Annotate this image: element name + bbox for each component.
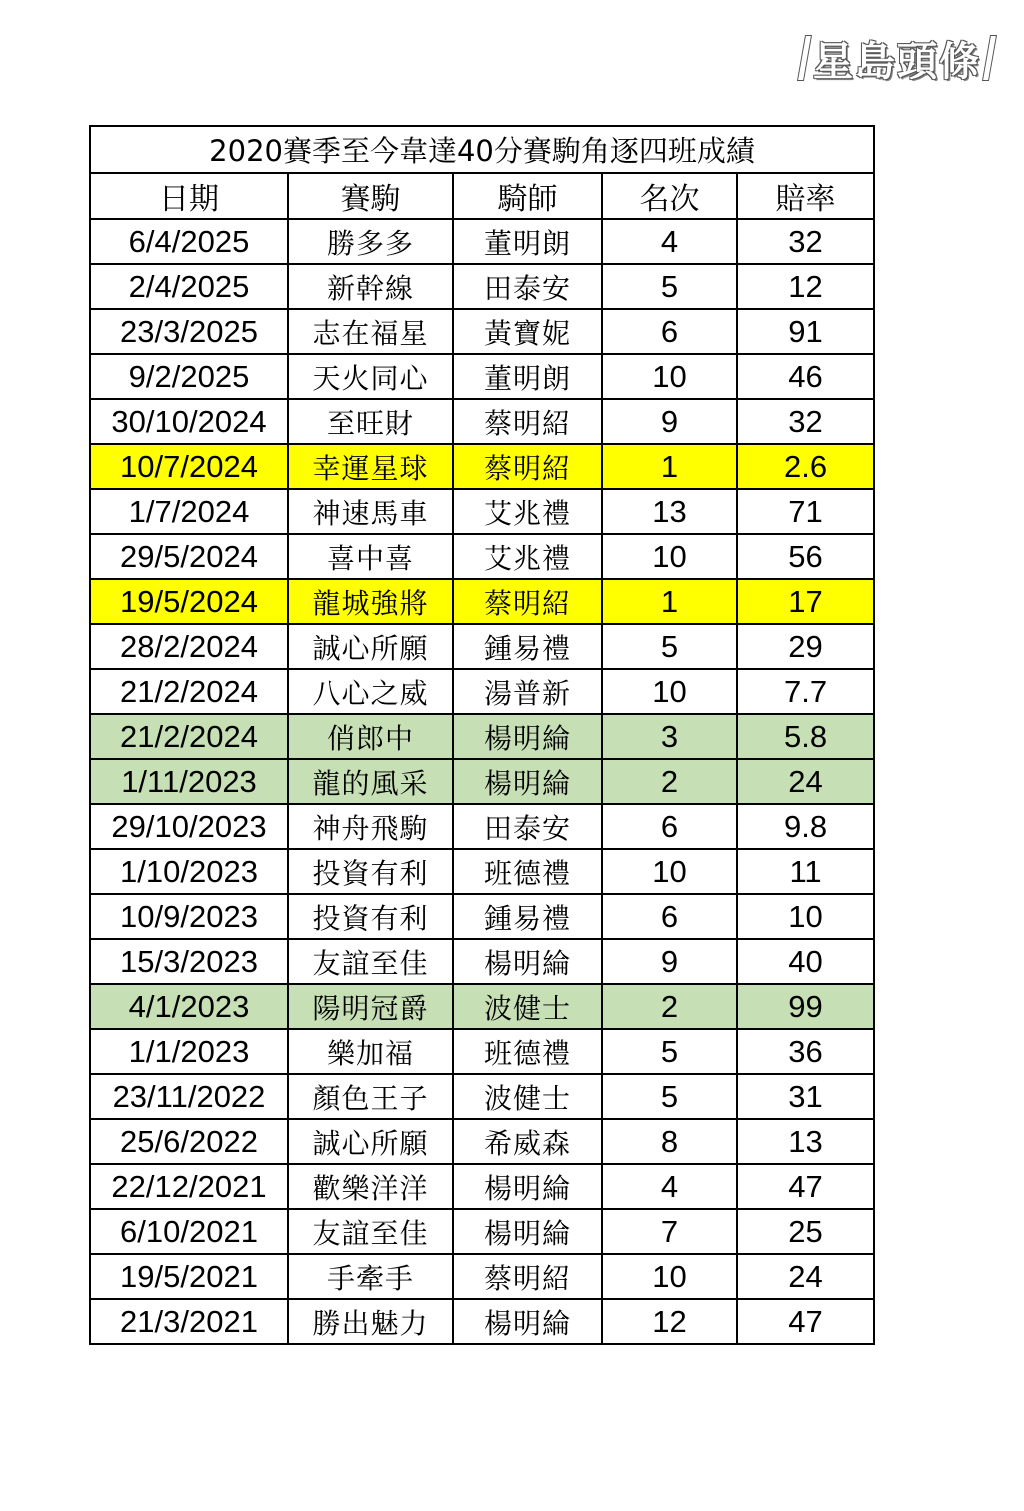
place-cell: 6	[602, 309, 737, 354]
table-row	[90, 399, 874, 444]
place-cell: 10	[602, 534, 737, 579]
table-row	[90, 579, 874, 624]
table-row	[90, 894, 874, 939]
table-title: 2020賽季至今韋達40分賽駒角逐四班成績	[90, 126, 874, 173]
place-cell: 4	[602, 219, 737, 264]
date-cell: 1/7/2024	[90, 489, 288, 534]
odds-cell: 7.7	[737, 669, 874, 714]
jockey-cell: 班德禮	[453, 1029, 602, 1074]
odds-cell: 47	[737, 1164, 874, 1209]
odds-cell: 99	[737, 984, 874, 1029]
table-row	[90, 669, 874, 714]
jockey-cell: 董明朗	[453, 354, 602, 399]
place-cell: 10	[602, 354, 737, 399]
date-cell: 6/4/2025	[90, 219, 288, 264]
odds-cell: 2.6	[737, 444, 874, 489]
odds-cell: 29	[737, 624, 874, 669]
table-row	[90, 1029, 874, 1074]
odds-cell: 32	[737, 219, 874, 264]
place-cell: 2	[602, 759, 737, 804]
jockey-cell: 楊明綸	[453, 1164, 602, 1209]
place-cell: 5	[602, 624, 737, 669]
date-cell: 23/3/2025	[90, 309, 288, 354]
table-row	[90, 1164, 874, 1209]
place-cell: 3	[602, 714, 737, 759]
horse-cell: 勝出魅力	[288, 1299, 453, 1344]
horse-cell: 顏色王子	[288, 1074, 453, 1119]
jockey-cell: 艾兆禮	[453, 534, 602, 579]
place-cell: 7	[602, 1209, 737, 1254]
horse-cell: 龍城強將	[288, 579, 453, 624]
horse-cell: 友誼至佳	[288, 939, 453, 984]
odds-cell: 46	[737, 354, 874, 399]
odds-cell: 13	[737, 1119, 874, 1164]
odds-cell: 10	[737, 894, 874, 939]
date-cell: 23/11/2022	[90, 1074, 288, 1119]
logo-bar-right	[983, 36, 996, 80]
jockey-cell: 鍾易禮	[453, 894, 602, 939]
jockey-cell: 蔡明紹	[453, 1254, 602, 1299]
date-cell: 28/2/2024	[90, 624, 288, 669]
place-cell: 10	[602, 849, 737, 894]
odds-cell: 36	[737, 1029, 874, 1074]
place-cell: 10	[602, 1254, 737, 1299]
horse-cell: 俏郎中	[288, 714, 453, 759]
header-date: 日期	[90, 173, 288, 219]
date-cell: 21/2/2024	[90, 714, 288, 759]
table-row	[90, 489, 874, 534]
horse-cell: 投資有利	[288, 849, 453, 894]
table-row	[90, 354, 874, 399]
horse-cell: 誠心所願	[288, 1119, 453, 1164]
table-row	[90, 1299, 874, 1344]
jockey-cell: 班德禮	[453, 849, 602, 894]
jockey-cell: 蔡明紹	[453, 579, 602, 624]
table-row	[90, 309, 874, 354]
date-cell: 25/6/2022	[90, 1119, 288, 1164]
horse-cell: 志在福星	[288, 309, 453, 354]
odds-cell: 24	[737, 1254, 874, 1299]
jockey-cell: 田泰安	[453, 804, 602, 849]
odds-cell: 9.8	[737, 804, 874, 849]
place-cell: 6	[602, 894, 737, 939]
logo-text: 星島頭條	[813, 38, 981, 85]
jockey-cell: 鍾易禮	[453, 624, 602, 669]
place-cell: 8	[602, 1119, 737, 1164]
header-odds: 賠率	[737, 173, 874, 219]
horse-cell: 龍的風采	[288, 759, 453, 804]
date-cell: 29/5/2024	[90, 534, 288, 579]
horse-cell: 勝多多	[288, 219, 453, 264]
jockey-cell: 蔡明紹	[453, 444, 602, 489]
logo-bar-left	[798, 36, 811, 80]
date-cell: 4/1/2023	[90, 984, 288, 1029]
jockey-cell: 波健士	[453, 984, 602, 1029]
date-cell: 9/2/2025	[90, 354, 288, 399]
horse-cell: 歡樂洋洋	[288, 1164, 453, 1209]
date-cell: 1/10/2023	[90, 849, 288, 894]
race-results-table	[89, 125, 875, 1345]
horse-cell: 手牽手	[288, 1254, 453, 1299]
brand-logo	[788, 30, 1006, 86]
table-row	[90, 219, 874, 264]
table-row	[90, 849, 874, 894]
place-cell: 4	[602, 1164, 737, 1209]
date-cell: 29/10/2023	[90, 804, 288, 849]
horse-cell: 新幹線	[288, 264, 453, 309]
odds-cell: 5.8	[737, 714, 874, 759]
horse-cell: 神速馬車	[288, 489, 453, 534]
place-cell: 1	[602, 579, 737, 624]
table-row	[90, 534, 874, 579]
horse-cell: 友誼至佳	[288, 1209, 453, 1254]
horse-cell: 幸運星球	[288, 444, 453, 489]
jockey-cell: 希威森	[453, 1119, 602, 1164]
horse-cell: 神舟飛駒	[288, 804, 453, 849]
table-row	[90, 1119, 874, 1164]
horse-cell: 天火同心	[288, 354, 453, 399]
horse-cell: 樂加福	[288, 1029, 453, 1074]
date-cell: 21/2/2024	[90, 669, 288, 714]
date-cell: 21/3/2021	[90, 1299, 288, 1344]
table-row	[90, 714, 874, 759]
horse-cell: 喜中喜	[288, 534, 453, 579]
odds-cell: 91	[737, 309, 874, 354]
header-jockey: 騎師	[453, 173, 602, 219]
jockey-cell: 黃寶妮	[453, 309, 602, 354]
jockey-cell: 湯普新	[453, 669, 602, 714]
table-row	[90, 444, 874, 489]
jockey-cell: 艾兆禮	[453, 489, 602, 534]
horse-cell: 誠心所願	[288, 624, 453, 669]
date-cell: 1/11/2023	[90, 759, 288, 804]
odds-cell: 32	[737, 399, 874, 444]
jockey-cell: 波健士	[453, 1074, 602, 1119]
odds-cell: 56	[737, 534, 874, 579]
odds-cell: 17	[737, 579, 874, 624]
date-cell: 30/10/2024	[90, 399, 288, 444]
place-cell: 1	[602, 444, 737, 489]
table-row	[90, 624, 874, 669]
odds-cell: 25	[737, 1209, 874, 1254]
header-horse: 賽駒	[288, 173, 453, 219]
place-cell: 9	[602, 399, 737, 444]
odds-cell: 12	[737, 264, 874, 309]
place-cell: 2	[602, 984, 737, 1029]
jockey-cell: 楊明綸	[453, 759, 602, 804]
date-cell: 10/9/2023	[90, 894, 288, 939]
place-cell: 5	[602, 264, 737, 309]
odds-cell: 47	[737, 1299, 874, 1344]
place-cell: 9	[602, 939, 737, 984]
table-row	[90, 759, 874, 804]
horse-cell: 陽明冠爵	[288, 984, 453, 1029]
table-row	[90, 984, 874, 1029]
table-row	[90, 804, 874, 849]
jockey-cell: 楊明綸	[453, 1299, 602, 1344]
place-cell: 5	[602, 1029, 737, 1074]
header-place: 名次	[602, 173, 737, 219]
date-cell: 19/5/2024	[90, 579, 288, 624]
date-cell: 10/7/2024	[90, 444, 288, 489]
jockey-cell: 蔡明紹	[453, 399, 602, 444]
date-cell: 2/4/2025	[90, 264, 288, 309]
table-row	[90, 264, 874, 309]
date-cell: 6/10/2021	[90, 1209, 288, 1254]
jockey-cell: 楊明綸	[453, 1209, 602, 1254]
table-row	[90, 939, 874, 984]
table-row	[90, 1074, 874, 1119]
table-row	[90, 1209, 874, 1254]
place-cell: 10	[602, 669, 737, 714]
horse-cell: 投資有利	[288, 894, 453, 939]
place-cell: 6	[602, 804, 737, 849]
odds-cell: 11	[737, 849, 874, 894]
table-body	[90, 219, 874, 1344]
odds-cell: 40	[737, 939, 874, 984]
table-row	[90, 1254, 874, 1299]
date-cell: 1/1/2023	[90, 1029, 288, 1074]
header-row	[90, 173, 874, 219]
jockey-cell: 田泰安	[453, 264, 602, 309]
place-cell: 12	[602, 1299, 737, 1344]
jockey-cell: 楊明綸	[453, 939, 602, 984]
date-cell: 19/5/2021	[90, 1254, 288, 1299]
date-cell: 22/12/2021	[90, 1164, 288, 1209]
date-cell: 15/3/2023	[90, 939, 288, 984]
odds-cell: 24	[737, 759, 874, 804]
horse-cell: 至旺財	[288, 399, 453, 444]
jockey-cell: 董明朗	[453, 219, 602, 264]
odds-cell: 31	[737, 1074, 874, 1119]
horse-cell: 八心之威	[288, 669, 453, 714]
jockey-cell: 楊明綸	[453, 714, 602, 759]
place-cell: 5	[602, 1074, 737, 1119]
odds-cell: 71	[737, 489, 874, 534]
place-cell: 13	[602, 489, 737, 534]
